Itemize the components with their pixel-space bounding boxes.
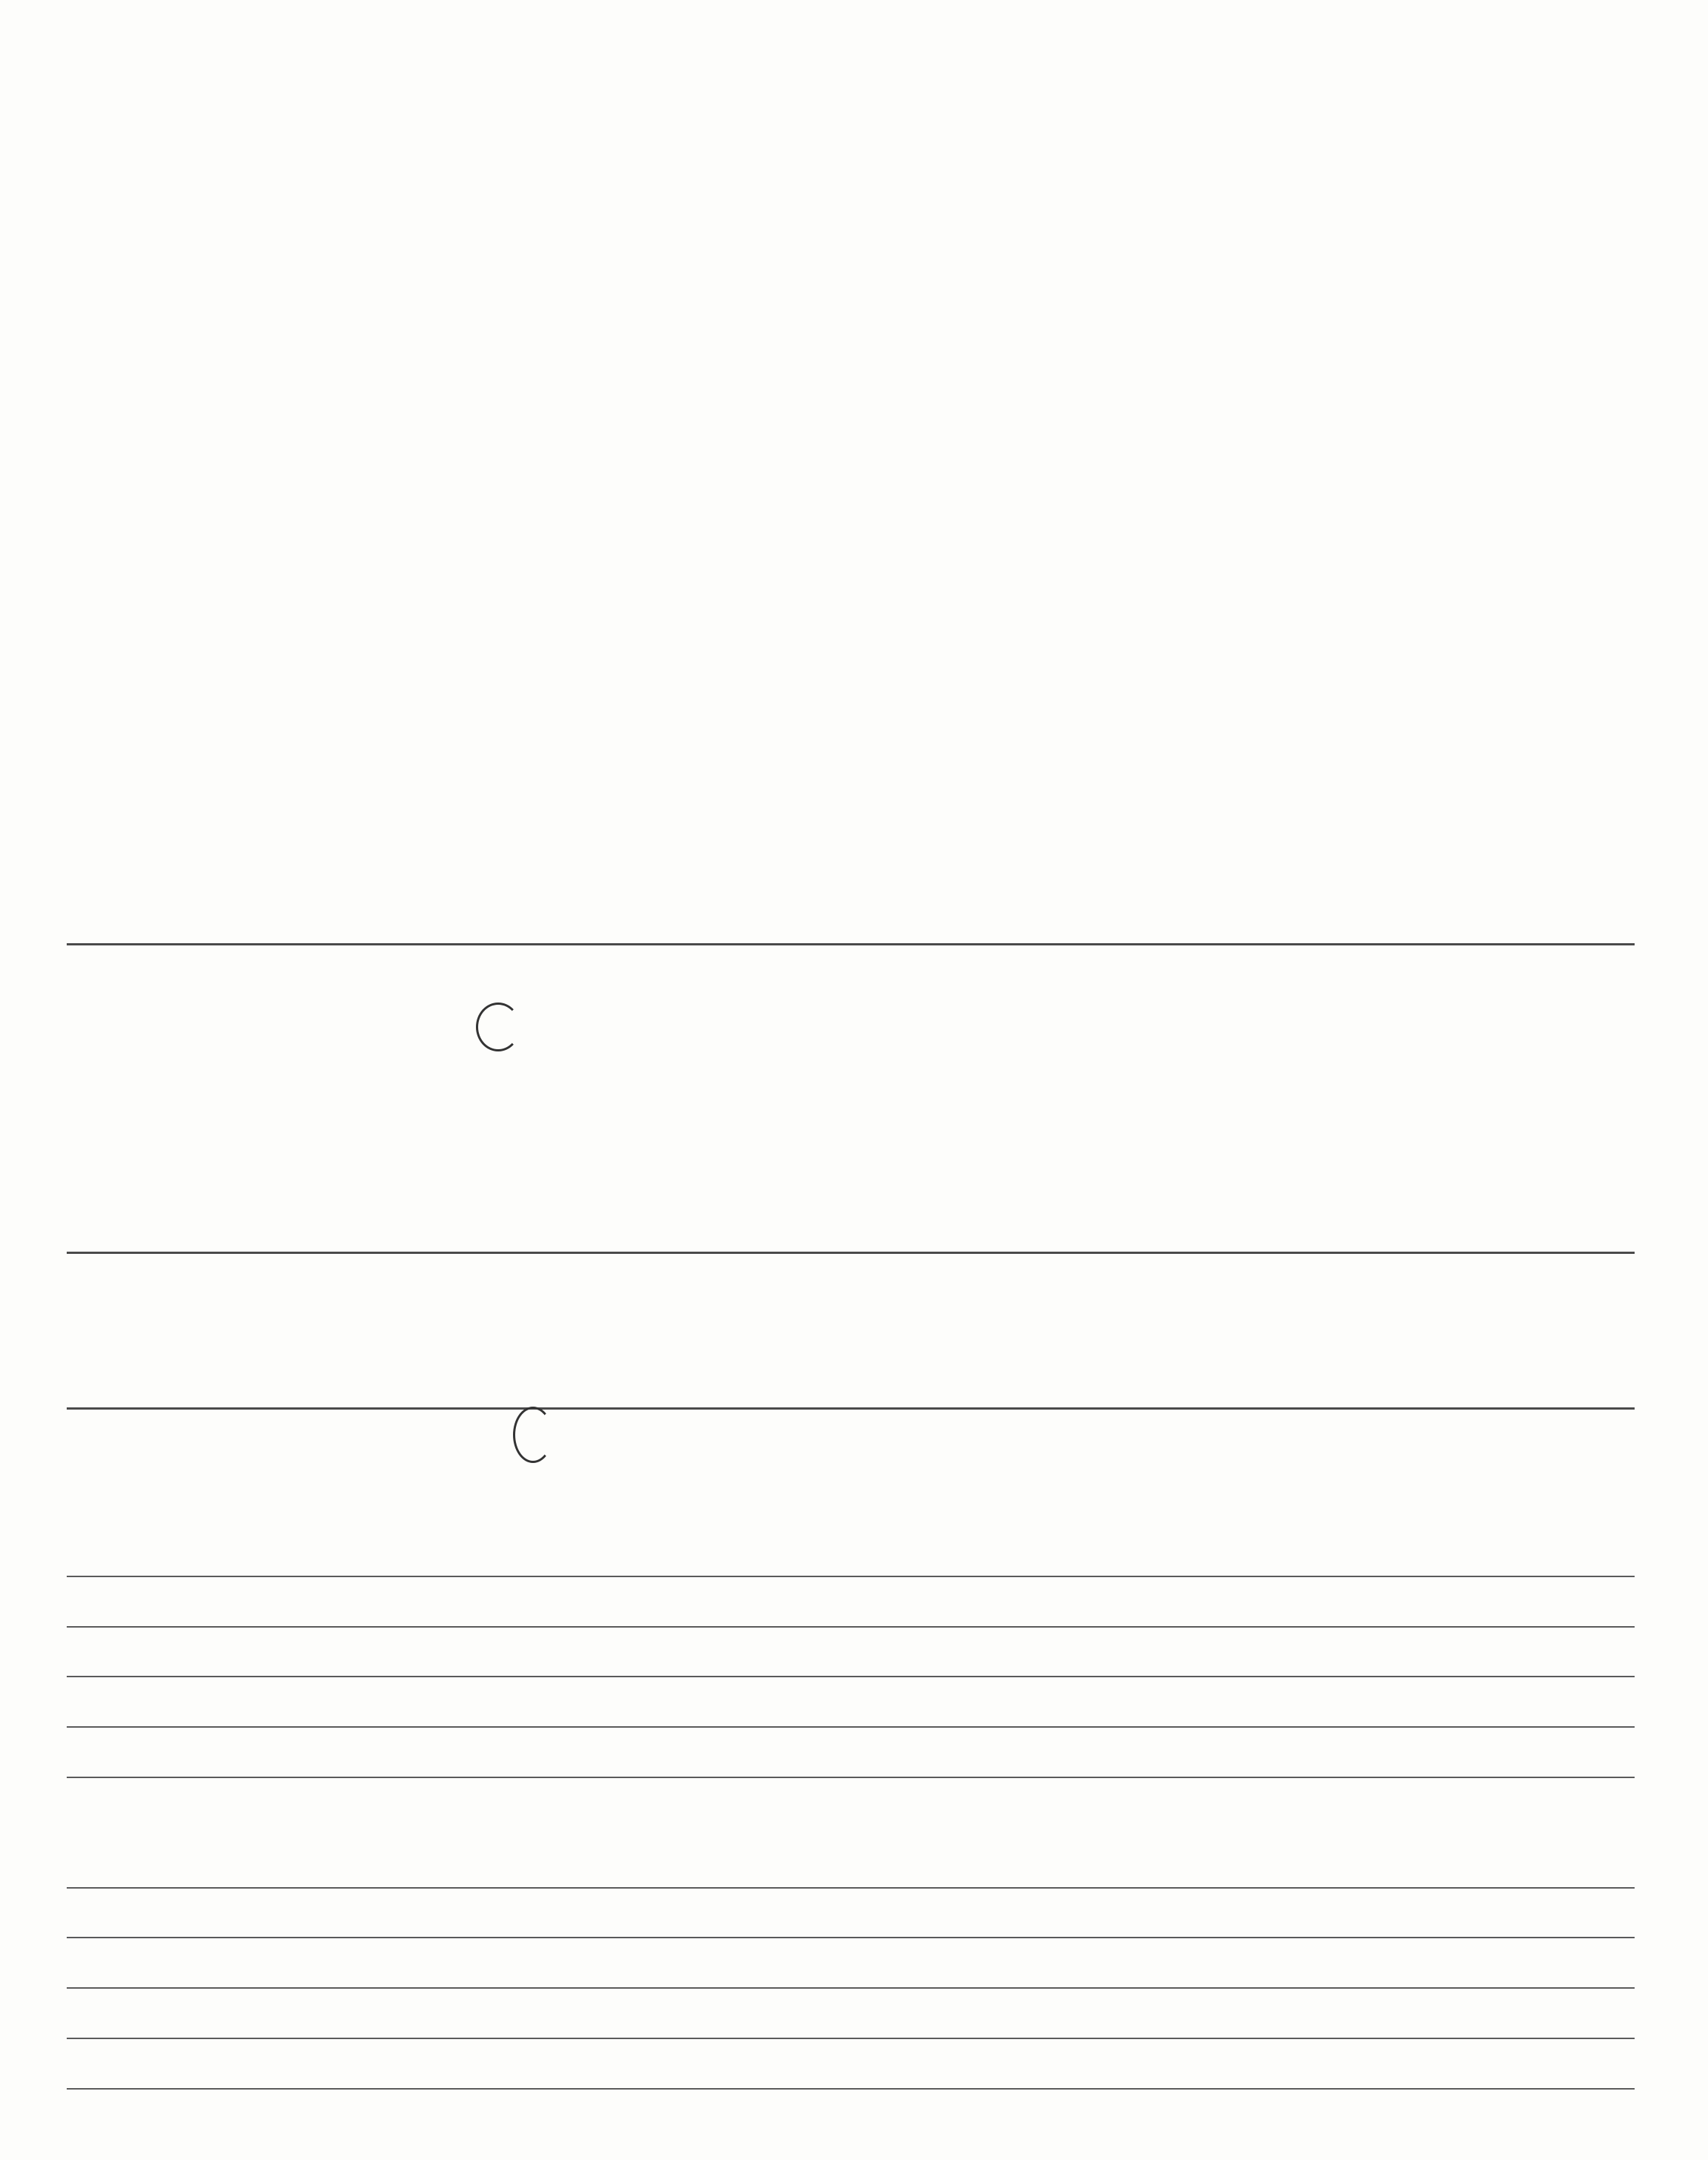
q6-rule bbox=[67, 943, 1635, 945]
q9-rule-1 bbox=[67, 1576, 1635, 1577]
q9-rule-2 bbox=[67, 1626, 1635, 1628]
q10-rule-5 bbox=[67, 2088, 1635, 2090]
q8-rule bbox=[67, 1407, 1635, 1410]
q10-rule-3 bbox=[67, 1987, 1635, 1989]
q8-selection-circle[interactable] bbox=[513, 1407, 553, 1463]
q6-selection-circle[interactable] bbox=[476, 1003, 520, 1051]
q10-rule-1 bbox=[67, 1887, 1635, 1889]
q10-rule-4 bbox=[67, 2038, 1635, 2039]
q7-rule bbox=[67, 1252, 1635, 1254]
q9-rule-5 bbox=[67, 1777, 1635, 1778]
q9-rule-4 bbox=[67, 1726, 1635, 1728]
q10-rule-2 bbox=[67, 1937, 1635, 1938]
q9-rule-3 bbox=[67, 1676, 1635, 1677]
